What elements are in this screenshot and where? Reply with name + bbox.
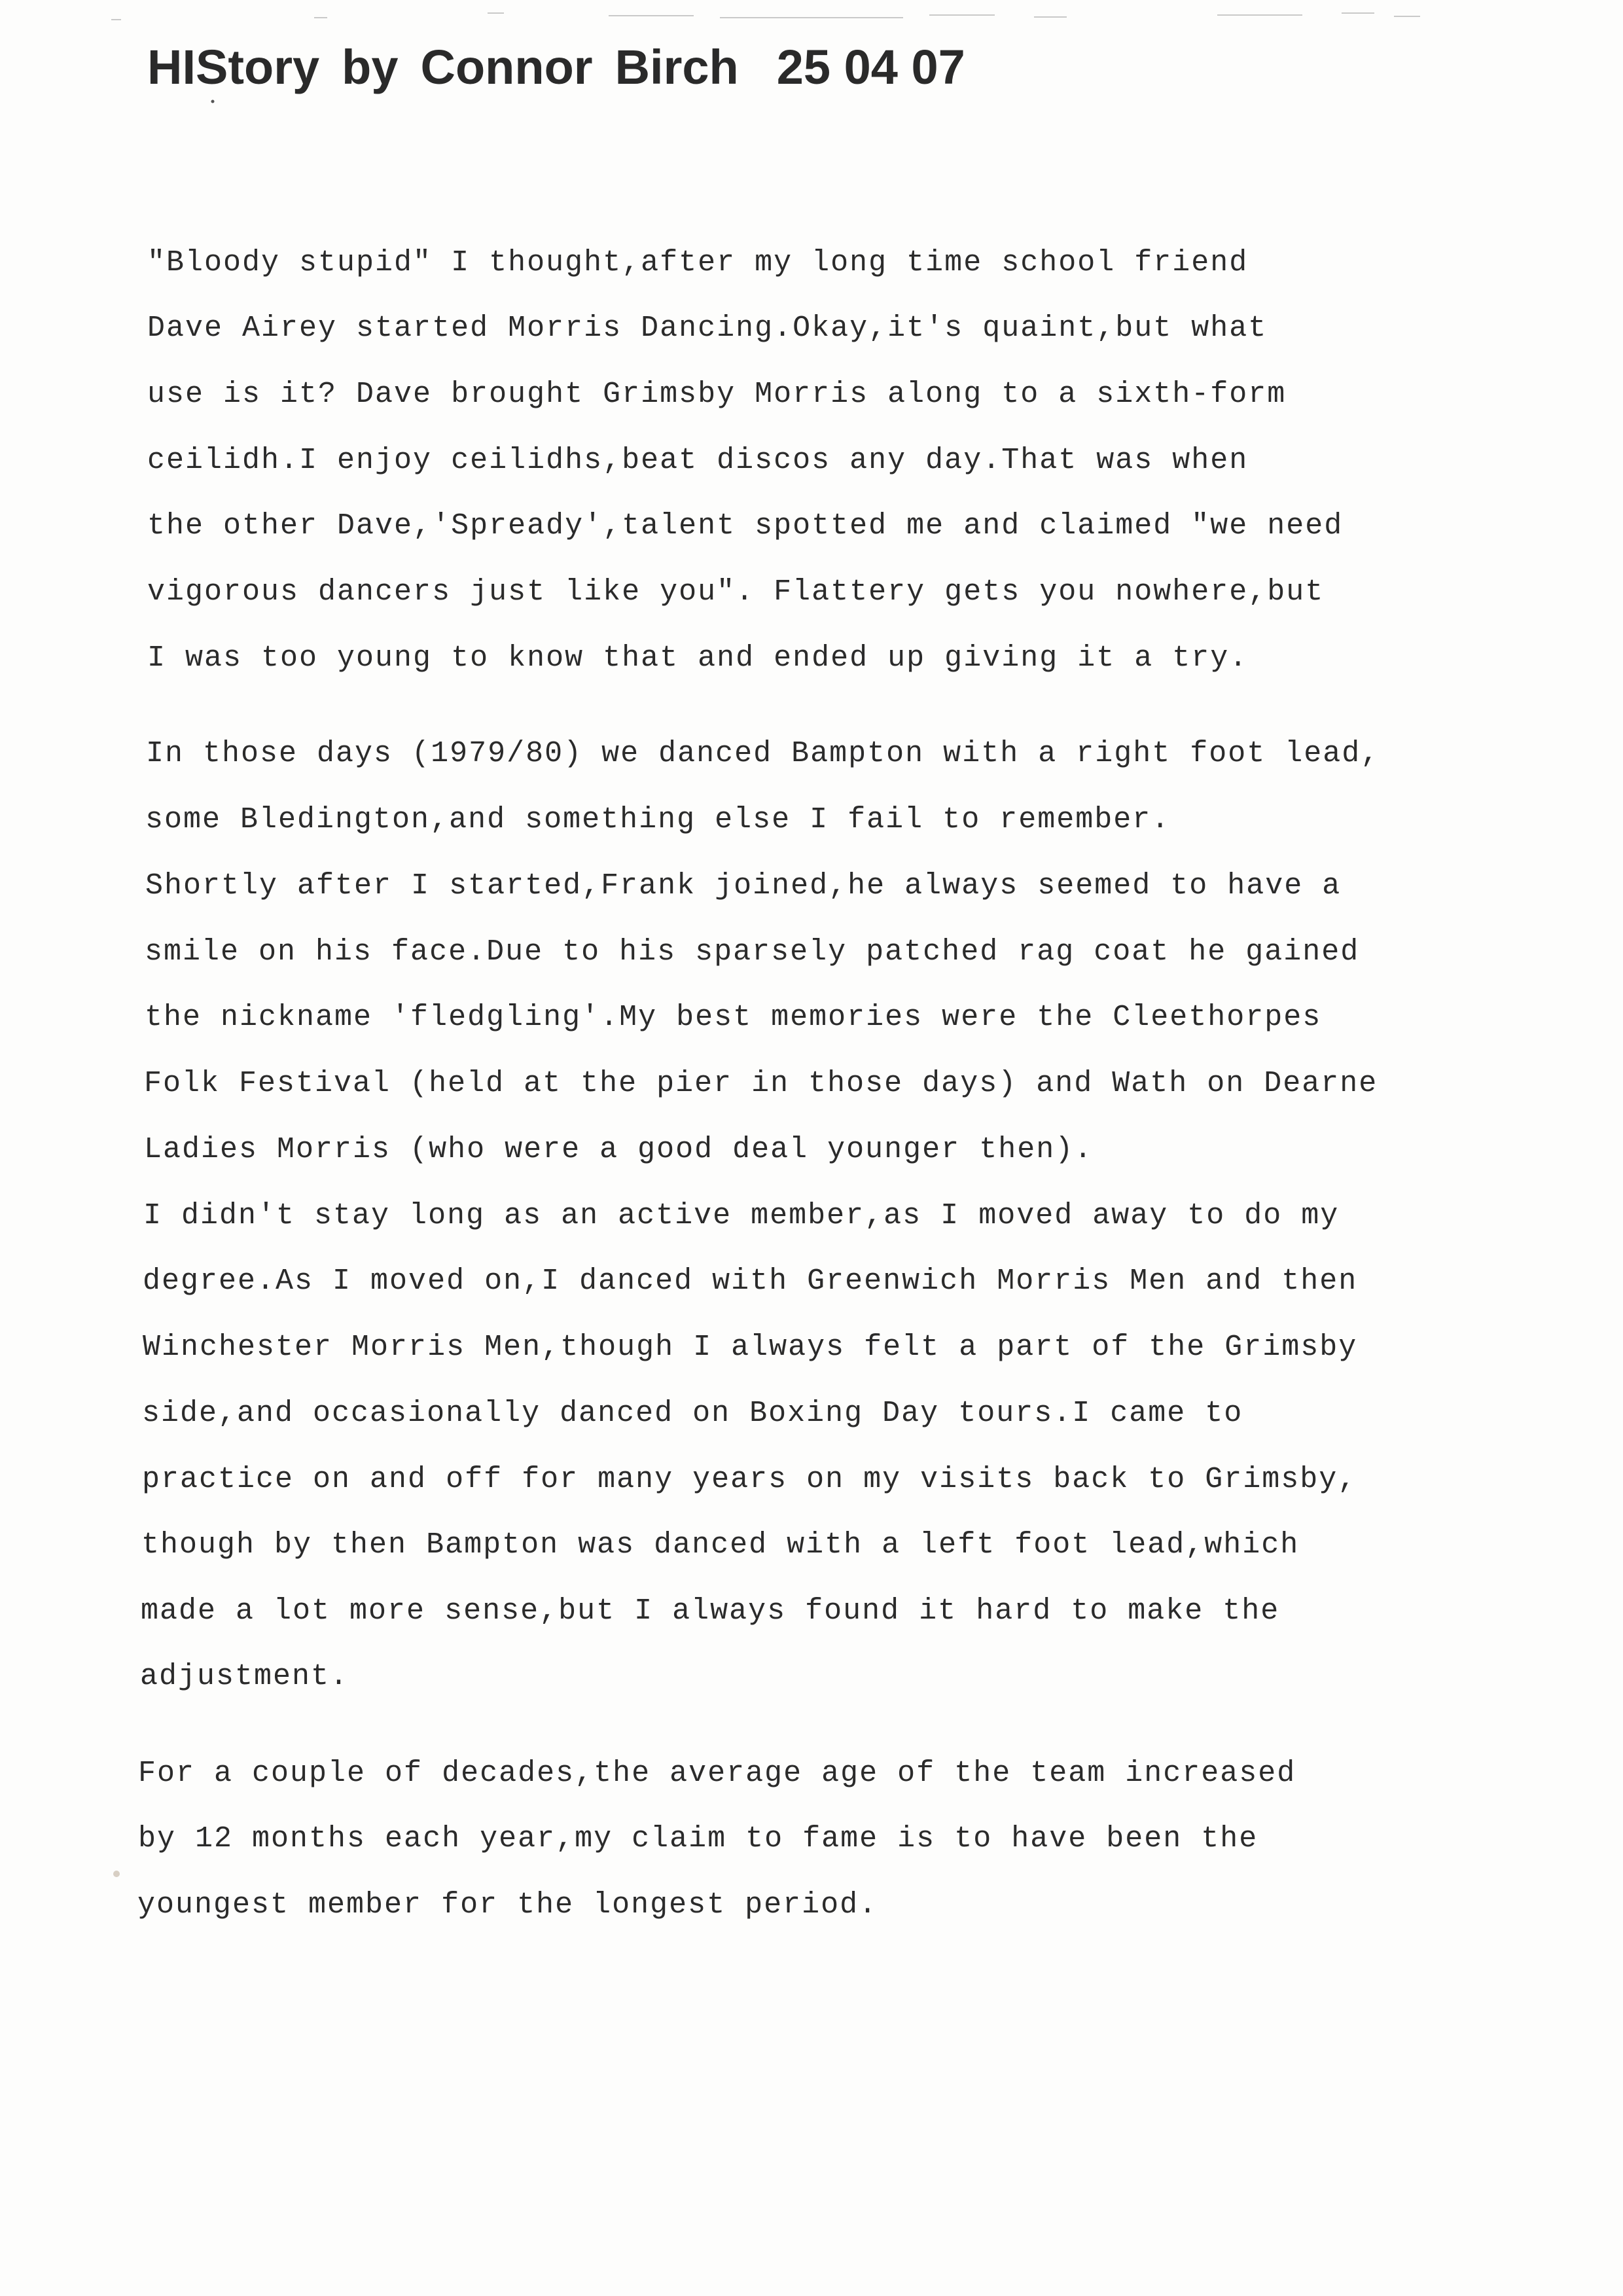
text-line: vigorous dancers just like you". Flattery gets you nowhere,but (147, 575, 1325, 609)
text-line: "Bloody stupid" I thought,after my long time school friend (147, 246, 1249, 279)
text-line: I didn't stay long as an active member,as I moved away to do my (143, 1199, 1340, 1232)
text-line: side,and occasionally danced on Boxing Day tours.I came to (142, 1397, 1243, 1430)
text-line: adjustment. (140, 1660, 349, 1693)
text-line: though by then Bampton was danced with a left foot lead,which (141, 1528, 1300, 1562)
text-line: Winchester Morris Men,though I always felt a part of the Grimsby (143, 1331, 1358, 1364)
text-line: the nickname 'fledgling'.My best memories were the Cleethorpes (145, 1001, 1322, 1034)
text-line: Folk Festival (held at the pier in those days) and Wath on Dearne (144, 1067, 1378, 1100)
title-date: 25 04 07 (776, 40, 965, 94)
text-line: use is it? Dave brought Grimsby Morris along to a sixth-form (147, 378, 1287, 411)
text-line: Dave Airey started Morris Dancing.Okay,it's quaint,but what (147, 312, 1268, 345)
scan-artifacts (0, 0, 1623, 39)
scan-speck (111, 1869, 122, 1879)
text-line: I was too young to know that and ended up giving it a try. (147, 641, 1249, 675)
title-author-first: Connor (420, 40, 593, 94)
text-line: smile on his face.Due to his sparsely patched rag coat he gained (145, 935, 1360, 969)
scan-speck (209, 98, 216, 105)
text-line: by 12 months each year,my claim to fame is to have been the (138, 1822, 1258, 1856)
text-line: In those days (1979/80) we danced Bampton with a right foot lead, (146, 737, 1380, 770)
title-author-last: Birch (615, 40, 739, 94)
text-line: made a lot more sense,but I always found it hard to make the (141, 1594, 1280, 1628)
text-line: the other Dave,'Spready',talent spotted me and claimed "we need (147, 509, 1344, 543)
text-line: Shortly after I started,Frank joined,he always seemed to have a (145, 869, 1342, 903)
text-line: youngest member for the longest period. (137, 1888, 878, 1922)
title-word-by: by (342, 40, 399, 94)
text-line: Ladies Morris (who were a good deal younger then). (144, 1133, 1094, 1166)
text-line: practice on and off for many years on my visits back to Grimsby, (142, 1463, 1357, 1496)
text-line: degree.As I moved on,I danced with Greenwich Morris Men and then (143, 1265, 1358, 1298)
text-line: For a couple of decades,the average age of the team increased (138, 1757, 1296, 1790)
text-line: ceilidh.I enjoy ceilidhs,beat discos any day.That was when (147, 444, 1249, 477)
text-line: some Bledington,and something else I fail to remember. (145, 803, 1171, 836)
page-title (147, 38, 965, 97)
title-word-history: HIStory (147, 40, 320, 94)
